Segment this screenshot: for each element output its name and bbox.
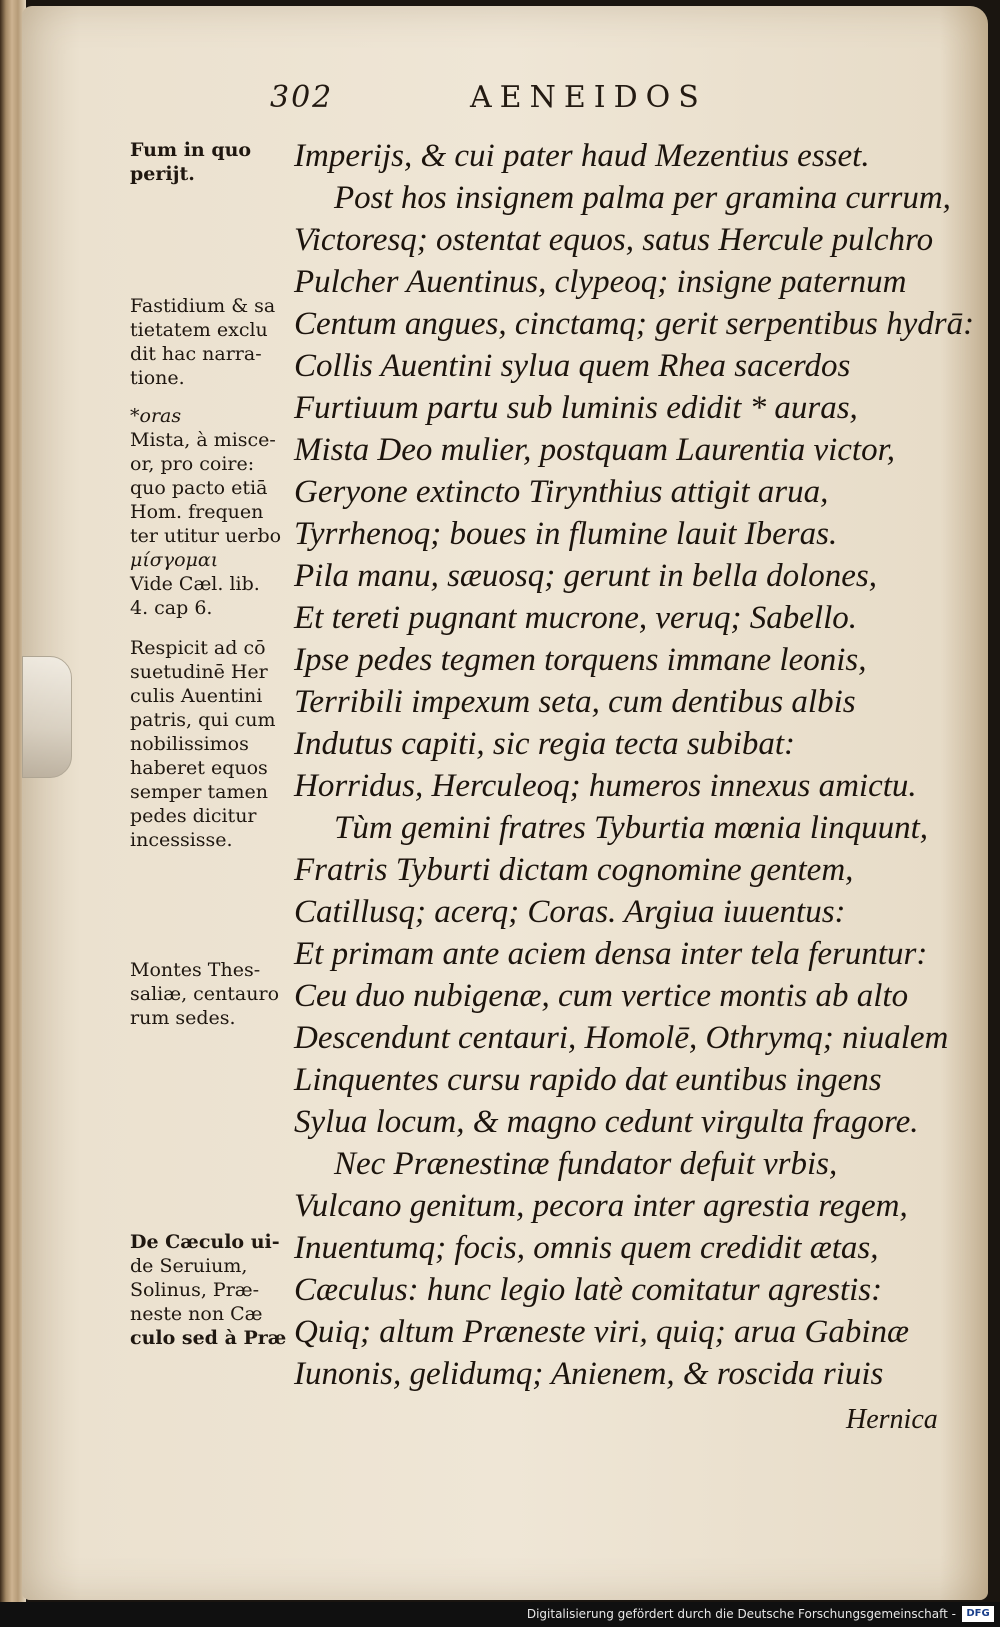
margin-note-line: quo pacto etiā [130,477,268,499]
footer-credit: Digitalisierung gefördert durch die Deutsche Forschungsgemeinschaft - [526,1607,956,1621]
margin-note [130,404,292,620]
margin-note-line: haberet equos [130,757,268,779]
margin-note-line: tietatem exclu [130,319,268,341]
margin-note-line: Mista, à misce- [130,429,276,451]
margin-note [130,1230,292,1350]
margin-note [130,138,292,186]
margin-note-line: 4. cap 6. [130,597,213,619]
verse-line: Mista Deo mulier, postquam Laurentia victor, [294,432,896,468]
verse-line: Linquentes cursu rapido dat euntibus ingens [294,1062,882,1098]
margin-note-line: rum sedes. [130,1007,236,1029]
verse-line: Terribili impexum seta, cum dentibus albis [294,684,856,720]
margin-note-line: Vide Cæl. lib. [130,573,260,595]
margin-note-line: culis Auentini [130,685,263,707]
margin-note-line: incessisse. [130,829,233,851]
margin-note-line: nobilissimos [130,733,249,755]
margin-note-line: culo sed à Præ [130,1327,287,1349]
page-header [270,80,770,120]
bookmark-ribbon [22,656,72,778]
margin-note-line: pedes dicitur [130,805,257,827]
verse-line: Cæculus: hunc legio latè comitatur agrestis: [294,1272,883,1308]
verse-line: Horridus, Herculeoq; humeros innexus amictu. [294,768,917,804]
margin-note-line: semper tamen [130,781,269,803]
dfg-logo[interactable]: DFG [962,1606,994,1622]
verse-line: Pulcher Auentinus, clypeoq; insigne paternum [294,264,907,300]
verse-line: Sylua locum, & magno cedunt virgulta fragore. [294,1104,919,1140]
verse-line: Et tereti pugnant mucrone, veruq; Sabello. [294,600,858,636]
verse-line: Imperijs, & cui pater haud Mezentius esset. [294,138,870,174]
margin-note-line: de Seruium, [130,1255,248,1277]
margin-note-line: Fastidium & sa [130,295,276,317]
verse-line: Inuentumq; focis, omnis quem credidit ætas, [294,1230,879,1266]
margin-note-line: perijt. [130,163,195,185]
verse-line: Fratris Tyburti dictam cognomine gentem, [294,852,854,888]
margin-note-line: tione. [130,367,185,389]
verse-line: Vulcano genitum, pecora inter agrestia regem, [294,1188,908,1224]
margin-note-line: Hom. frequen [130,501,264,523]
margin-note [130,958,292,1030]
footer-bar [0,1602,1000,1627]
verse-line: Post hos insignem palma per gramina currum, [334,180,951,216]
margin-note [130,636,292,852]
margin-note-line: Fum in quo [130,139,252,161]
margin-note-line: μίσγομαι [130,549,219,571]
verse-line: Pila manu, sæuosq; gerunt in bella dolones, [294,558,877,594]
verse-line: Ipse pedes tegmen torquens immane leonis, [294,642,867,678]
verse-line: Tyrrhenoq; boues in flumine lauit Iberas. [294,516,838,552]
verse-line: Iunonis, gelidumq; Anienem, & roscida riuis [294,1356,884,1392]
margin-note-line: patris, qui cum [130,709,276,731]
verse-line: Nec Prænestinæ fundator defuit vrbis, [334,1146,838,1182]
margin-note [130,294,292,390]
verse-line: Geryone extincto Tirynthius attigit arua, [294,474,829,510]
margin-note-line: dit hac narra- [130,343,262,365]
verse-line: Quiq; altum Præneste viri, quiq; arua Gabinæ [294,1314,910,1350]
margin-note-line: Respicit ad cō [130,637,266,659]
margin-note-line: neste non Cæ [130,1303,263,1325]
catchword: Hernica [846,1404,938,1435]
margin-note-line: ter utitur uerbo [130,525,282,547]
verse-line: Furtiuum partu sub luminis edidit * auras, [294,390,858,426]
margin-note-line: De Cæculo ui- [130,1231,280,1253]
verse-line: Collis Auentini sylua quem Rhea sacerdos [294,348,851,384]
margin-note-line: *oras [130,405,182,427]
verse-line: Centum angues, cinctamq; gerit serpentibus hydrā: [294,306,975,342]
verse-line: Victoresq; ostentat equos, satus Hercule pulchro [294,222,934,258]
verse-line: Ceu duo nubigenæ, cum vertice montis ab alto [294,978,909,1014]
margin-note-line: or, pro coire: [130,453,255,475]
margin-note-line: Solinus, Præ- [130,1279,260,1301]
verse-line: Catillusq; acerq; Coras. Argiua iuuentus: [294,894,846,930]
margin-note-line: suetudinē Her [130,661,268,683]
verse-line: Et primam ante aciem densa inter tela feruntur: [294,936,928,972]
running-title: AENEIDOS [470,80,707,115]
page-number: 302 [270,80,334,115]
margin-note-line: saliæ, centauro [130,983,280,1005]
verse-line: Tùm gemini fratres Tyburtia mœnia linquunt, [334,810,929,846]
margin-note-line: Montes Thes- [130,959,261,981]
verse-line: Indutus capiti, sic regia tecta subibat: [294,726,796,762]
verse-line: Descendunt centauri, Homolē, Othrymq; niualem [294,1020,949,1056]
